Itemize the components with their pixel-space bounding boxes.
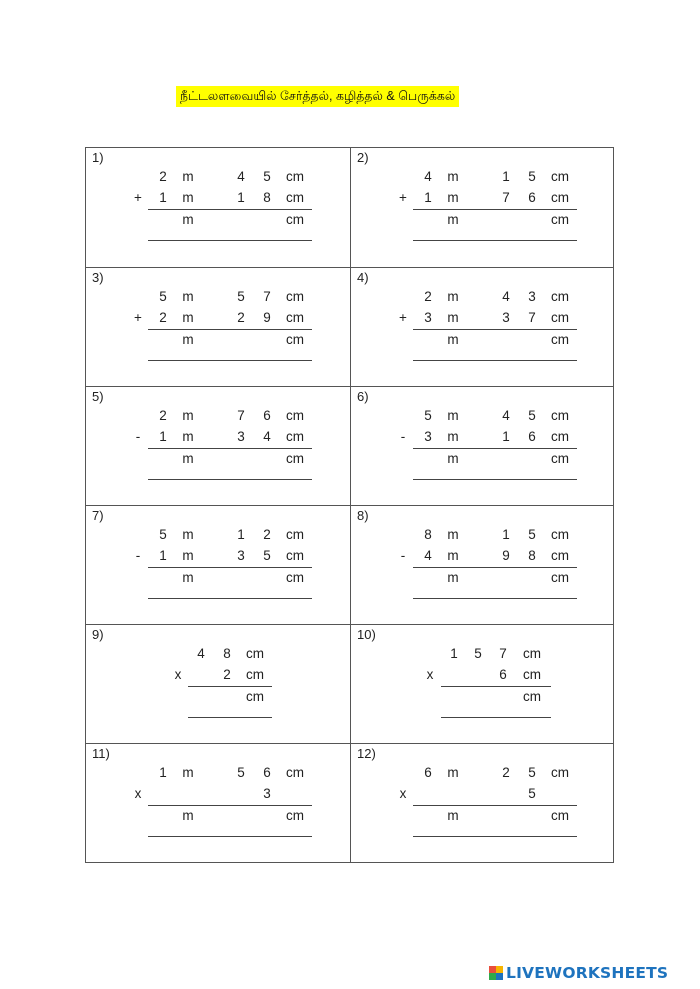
digit: 1 bbox=[502, 527, 510, 542]
operator: x bbox=[134, 786, 142, 801]
unit-cm: cm bbox=[286, 289, 304, 304]
digit: 6 bbox=[424, 765, 432, 780]
sum-line bbox=[413, 209, 577, 210]
answer-line bbox=[413, 479, 577, 480]
answer-line bbox=[413, 598, 577, 599]
digit: 5 bbox=[263, 169, 271, 184]
unit-m: m bbox=[182, 190, 194, 205]
digit: 8 bbox=[263, 190, 271, 205]
digit: 5 bbox=[237, 289, 245, 304]
digit: 5 bbox=[159, 527, 167, 542]
operator: - bbox=[400, 429, 406, 444]
unit-cm: cm bbox=[286, 310, 304, 325]
answer-unit-m: m bbox=[447, 808, 459, 823]
digit: 3 bbox=[237, 548, 245, 563]
digit: 6 bbox=[499, 667, 507, 682]
digit: 6 bbox=[528, 429, 536, 444]
digit: 6 bbox=[528, 190, 536, 205]
unit-cm: cm bbox=[551, 289, 569, 304]
unit-m: m bbox=[447, 169, 459, 184]
digit: 7 bbox=[528, 310, 536, 325]
digit: 4 bbox=[263, 429, 271, 444]
digit: 2 bbox=[223, 667, 231, 682]
problem-cell bbox=[86, 148, 350, 267]
digit: 1 bbox=[237, 190, 245, 205]
unit-m: m bbox=[182, 765, 194, 780]
problem-number: 4) bbox=[357, 270, 369, 285]
answer-line bbox=[148, 836, 312, 837]
problem-cell bbox=[350, 505, 614, 624]
answer-unit-m: m bbox=[447, 332, 459, 347]
digit: 1 bbox=[450, 646, 458, 661]
digit: 4 bbox=[424, 548, 432, 563]
digit: 1 bbox=[159, 765, 167, 780]
answer-unit-cm: cm bbox=[523, 689, 541, 704]
unit-cm: cm bbox=[551, 765, 569, 780]
unit-m: m bbox=[447, 765, 459, 780]
problem-number: 1) bbox=[92, 150, 104, 165]
product-line bbox=[148, 805, 312, 806]
unit-cm: cm bbox=[286, 429, 304, 444]
digit: 6 bbox=[263, 765, 271, 780]
digit: 4 bbox=[502, 408, 510, 423]
digit: 7 bbox=[502, 190, 510, 205]
answer-line bbox=[413, 240, 577, 241]
unit-m: m bbox=[447, 548, 459, 563]
unit-m: m bbox=[182, 310, 194, 325]
unit-m: m bbox=[447, 310, 459, 325]
answer-unit-m: m bbox=[182, 451, 194, 466]
digit: 7 bbox=[263, 289, 271, 304]
digit: 2 bbox=[159, 408, 167, 423]
logo-text: LIVEWORKSHEETS bbox=[506, 964, 669, 982]
digit: 1 bbox=[502, 429, 510, 444]
digit: 3 bbox=[237, 429, 245, 444]
unit-cm: cm bbox=[246, 667, 264, 682]
digit: 1 bbox=[502, 169, 510, 184]
answer-unit-cm: cm bbox=[286, 451, 304, 466]
digit: 5 bbox=[528, 765, 536, 780]
unit-m: m bbox=[447, 408, 459, 423]
digit: 2 bbox=[159, 169, 167, 184]
digit: 4 bbox=[197, 646, 205, 661]
unit-cm: cm bbox=[286, 190, 304, 205]
problem-number: 12) bbox=[357, 746, 376, 761]
multiplier: 3 bbox=[263, 786, 271, 801]
digit: 3 bbox=[502, 310, 510, 325]
digit: 4 bbox=[237, 169, 245, 184]
unit-cm: cm bbox=[286, 548, 304, 563]
difference-line bbox=[148, 448, 312, 449]
digit: 5 bbox=[474, 646, 482, 661]
digit: 8 bbox=[528, 548, 536, 563]
unit-m: m bbox=[182, 289, 194, 304]
digit: 3 bbox=[424, 310, 432, 325]
answer-unit-m: m bbox=[447, 451, 459, 466]
unit-cm: cm bbox=[286, 169, 304, 184]
answer-unit-cm: cm bbox=[246, 689, 264, 704]
unit-m: m bbox=[447, 289, 459, 304]
digit: 5 bbox=[237, 765, 245, 780]
digit: 8 bbox=[223, 646, 231, 661]
problem-number: 9) bbox=[92, 627, 104, 642]
problem-number: 5) bbox=[92, 389, 104, 404]
answer-unit-cm: cm bbox=[551, 808, 569, 823]
liveworksheets-logo[interactable] bbox=[489, 963, 668, 983]
operator: - bbox=[135, 548, 141, 563]
digit: 2 bbox=[159, 310, 167, 325]
digit: 7 bbox=[237, 408, 245, 423]
problem-cell bbox=[86, 267, 350, 386]
answer-unit-cm: cm bbox=[551, 570, 569, 585]
answer-line bbox=[413, 360, 577, 361]
answer-unit-m: m bbox=[447, 212, 459, 227]
answer-unit-cm: cm bbox=[551, 212, 569, 227]
answer-unit-cm: cm bbox=[551, 451, 569, 466]
problem-number: 10) bbox=[357, 627, 376, 642]
problem-cell bbox=[350, 624, 614, 743]
answer-unit-cm: cm bbox=[286, 570, 304, 585]
problem-number: 3) bbox=[92, 270, 104, 285]
answer-unit-cm: cm bbox=[286, 212, 304, 227]
digit: 5 bbox=[528, 527, 536, 542]
digit: 5 bbox=[424, 408, 432, 423]
digit: 1 bbox=[159, 548, 167, 563]
digit: 5 bbox=[528, 408, 536, 423]
operator: + bbox=[134, 190, 142, 205]
operator: + bbox=[399, 190, 407, 205]
answer-unit-m: m bbox=[182, 570, 194, 585]
digit: 2 bbox=[424, 289, 432, 304]
digit: 1 bbox=[159, 190, 167, 205]
sum-line bbox=[148, 329, 312, 330]
product-line bbox=[188, 686, 272, 687]
digit: 1 bbox=[159, 429, 167, 444]
answer-unit-m: m bbox=[447, 570, 459, 585]
digit: 1 bbox=[237, 527, 245, 542]
operator: x bbox=[426, 667, 434, 682]
answer-unit-m: m bbox=[182, 212, 194, 227]
sum-line bbox=[148, 209, 312, 210]
digit: 2 bbox=[263, 527, 271, 542]
digit: 1 bbox=[424, 190, 432, 205]
problem-number: 7) bbox=[92, 508, 104, 523]
digit: 4 bbox=[424, 169, 432, 184]
digit: 3 bbox=[528, 289, 536, 304]
problem-cell bbox=[86, 505, 350, 624]
problem-cell bbox=[350, 267, 614, 386]
digit: 5 bbox=[159, 289, 167, 304]
unit-cm: cm bbox=[523, 646, 541, 661]
digit: 6 bbox=[263, 408, 271, 423]
unit-cm: cm bbox=[551, 190, 569, 205]
problem-number: 8) bbox=[357, 508, 369, 523]
digit: 5 bbox=[263, 548, 271, 563]
operator: x bbox=[399, 786, 407, 801]
problem-number: 2) bbox=[357, 150, 369, 165]
digit: 7 bbox=[499, 646, 507, 661]
unit-cm: cm bbox=[551, 169, 569, 184]
operator: - bbox=[400, 548, 406, 563]
difference-line bbox=[413, 567, 577, 568]
problem-number: 6) bbox=[357, 389, 369, 404]
unit-cm: cm bbox=[523, 667, 541, 682]
operator: - bbox=[135, 429, 141, 444]
unit-m: m bbox=[182, 169, 194, 184]
unit-m: m bbox=[182, 429, 194, 444]
digit: 4 bbox=[502, 289, 510, 304]
operator: x bbox=[174, 667, 182, 682]
answer-unit-m: m bbox=[182, 808, 194, 823]
unit-m: m bbox=[447, 527, 459, 542]
digit: 5 bbox=[528, 169, 536, 184]
unit-cm: cm bbox=[551, 429, 569, 444]
problem-cell bbox=[86, 743, 350, 862]
answer-unit-cm: cm bbox=[286, 332, 304, 347]
answer-line bbox=[148, 598, 312, 599]
problems-grid bbox=[85, 147, 614, 863]
digit: 8 bbox=[424, 527, 432, 542]
unit-cm: cm bbox=[286, 765, 304, 780]
answer-line bbox=[148, 240, 312, 241]
answer-unit-cm: cm bbox=[286, 808, 304, 823]
difference-line bbox=[413, 448, 577, 449]
product-line bbox=[413, 805, 577, 806]
answer-line bbox=[413, 836, 577, 837]
digit: 9 bbox=[263, 310, 271, 325]
difference-line bbox=[148, 567, 312, 568]
operator: + bbox=[399, 310, 407, 325]
problem-number: 11) bbox=[92, 746, 110, 761]
answer-line bbox=[148, 479, 312, 480]
problem-cell bbox=[350, 743, 614, 862]
answer-line bbox=[188, 717, 272, 718]
unit-cm: cm bbox=[551, 310, 569, 325]
worksheet-title: நீட்டலளவையில் சேர்த்தல், கழித்தல் & பெருக்கல் bbox=[176, 86, 459, 107]
operator: + bbox=[134, 310, 142, 325]
multiplier: 5 bbox=[528, 786, 536, 801]
unit-m: m bbox=[182, 548, 194, 563]
digit: 3 bbox=[424, 429, 432, 444]
digit: 9 bbox=[502, 548, 510, 563]
unit-cm: cm bbox=[286, 408, 304, 423]
sum-line bbox=[413, 329, 577, 330]
problem-cell bbox=[350, 148, 614, 267]
problem-cell bbox=[350, 386, 614, 505]
logo-icon bbox=[489, 966, 503, 980]
product-line bbox=[441, 686, 551, 687]
unit-cm: cm bbox=[551, 548, 569, 563]
digit: 2 bbox=[237, 310, 245, 325]
unit-m: m bbox=[447, 190, 459, 205]
answer-unit-cm: cm bbox=[551, 332, 569, 347]
unit-cm: cm bbox=[286, 527, 304, 542]
unit-m: m bbox=[182, 527, 194, 542]
answer-unit-m: m bbox=[182, 332, 194, 347]
unit-m: m bbox=[182, 408, 194, 423]
answer-line bbox=[148, 360, 312, 361]
unit-cm: cm bbox=[551, 527, 569, 542]
digit: 2 bbox=[502, 765, 510, 780]
problem-cell bbox=[86, 386, 350, 505]
unit-m: m bbox=[447, 429, 459, 444]
unit-cm: cm bbox=[551, 408, 569, 423]
unit-cm: cm bbox=[246, 646, 264, 661]
answer-line bbox=[441, 717, 551, 718]
problem-cell bbox=[86, 624, 350, 743]
